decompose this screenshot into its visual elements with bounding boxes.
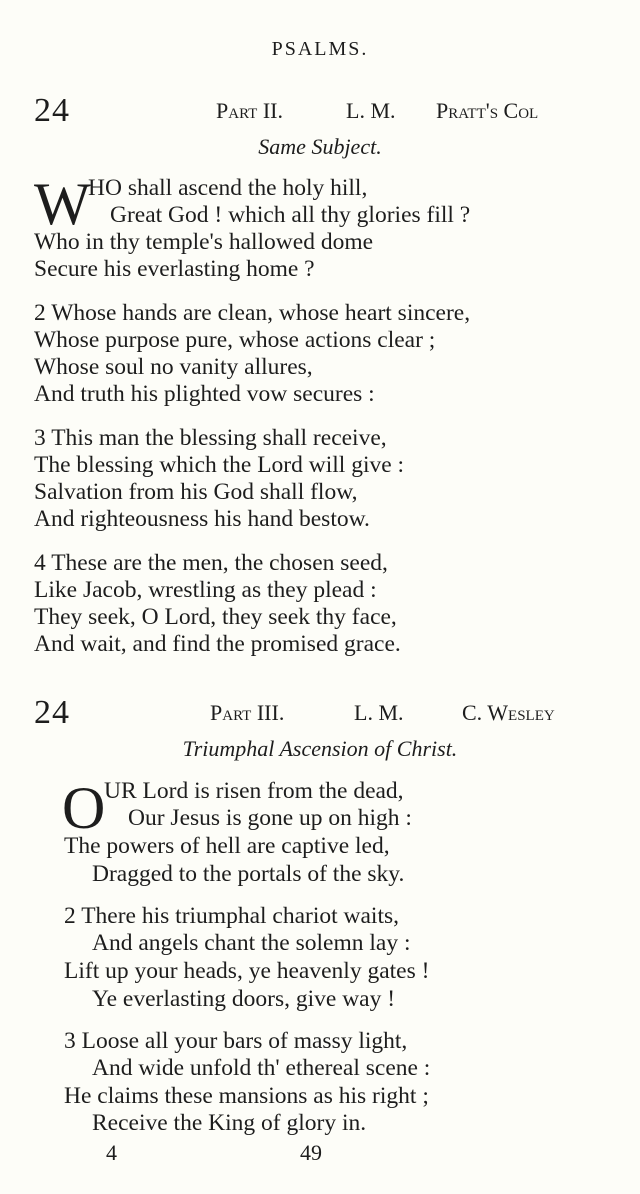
hymn-meter: L. M.: [354, 700, 404, 725]
drop-cap: W: [34, 171, 91, 237]
hymn-part: Part II.: [216, 98, 283, 123]
drop-cap: O: [62, 775, 106, 841]
verse-line: 3 This man the blessing shall receive,: [34, 425, 387, 451]
verse-line: Dragged to the portals of the sky.: [92, 861, 405, 887]
hymn-subtitle: Triumphal Ascension of Christ.: [182, 736, 458, 761]
verse-line: And truth his plighted vow secures :: [34, 381, 375, 407]
hymn-number: 24: [34, 92, 70, 129]
verse-line: Like Jacob, wrestling as they plead :: [34, 577, 377, 603]
hymn-author: C. Wesley: [462, 700, 555, 725]
page-number: 49: [300, 1140, 322, 1165]
verse-line: 4 These are the men, the chosen seed,: [34, 550, 388, 576]
verse-line: Lift up your heads, ye heavenly gates !: [64, 958, 430, 984]
signature-mark: 4: [106, 1140, 117, 1165]
verse-line: HO shall ascend the holy hill,: [88, 175, 368, 201]
verse-line: And angels chant the solemn lay :: [92, 930, 411, 956]
verse-line: Salvation from his God shall flow,: [34, 479, 358, 505]
verse-line: Whose purpose pure, whose actions clear ;: [34, 327, 436, 353]
verse-line: And wait, and find the promised grace.: [34, 631, 401, 657]
hymn-number: 24: [34, 694, 70, 731]
verse-line: 2 Whose hands are clean, whose heart sincere,: [34, 300, 471, 326]
verse-line: Who in thy temple's hallowed dome: [34, 229, 374, 255]
verse-line: 2 There his triumphal chariot waits,: [64, 903, 400, 929]
hymn-subtitle: Same Subject.: [258, 134, 382, 159]
hymn-meter: L. M.: [346, 98, 396, 123]
hymn-part: Part III.: [210, 700, 285, 725]
verse-line: They seek, O Lord, they seek thy face,: [34, 604, 397, 630]
verse-line: The powers of hell are captive led,: [64, 833, 390, 859]
verse-line: Whose soul no vanity allures,: [34, 354, 313, 380]
hymn-author: Pratt's Col: [436, 98, 539, 123]
verse-line: UR Lord is risen from the dead,: [104, 778, 404, 804]
verse-line: And wide unfold th' ethereal scene :: [92, 1055, 431, 1081]
hymn-header: [34, 92, 594, 128]
verse-line: And righteousness his hand bestow.: [34, 506, 370, 532]
running-head: PSALMS.: [271, 38, 369, 60]
verse-line: Secure his everlasting home ?: [34, 256, 315, 282]
verse-line: 3 Loose all your bars of massy light,: [64, 1028, 408, 1054]
verse-line: The blessing which the Lord will give :: [34, 452, 405, 478]
verse-line: Our Jesus is gone up on high :: [128, 805, 412, 831]
verse-line: Receive the King of glory in.: [92, 1110, 367, 1136]
verse-line: Ye everlasting doors, give way !: [92, 986, 396, 1012]
verse-line: Great God ! which all thy glories fill ?: [110, 202, 471, 228]
hymn-header: [34, 694, 594, 730]
verse-line: He claims these mansions as his right ;: [64, 1083, 429, 1109]
